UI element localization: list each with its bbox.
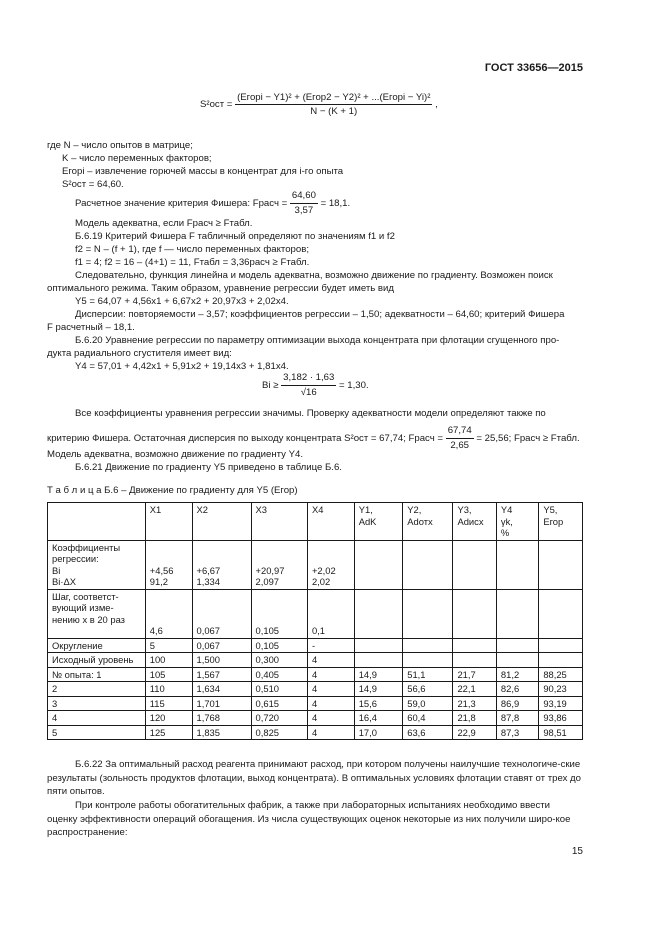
table-cell: 0,105 — [251, 638, 307, 653]
table-cell: 1,701 — [192, 696, 251, 711]
table-cell: 0,720 — [251, 711, 307, 726]
table-cell — [403, 540, 453, 589]
table-cell: 14,9 — [354, 667, 403, 682]
table-cell: 5 — [145, 638, 192, 653]
table-cell: 86,9 — [496, 696, 538, 711]
table-cell: - — [307, 638, 354, 653]
table-cell: 100 — [145, 653, 192, 668]
formula-s2 — [200, 92, 438, 117]
table-cell: 1,500 — [192, 653, 251, 668]
table-cell — [354, 638, 403, 653]
table-header-row — [48, 503, 583, 541]
fisher2-den: 2,65 — [450, 440, 470, 451]
text-line: Модель адекватна, если Fрасч ≥ Fтабл. — [75, 218, 253, 229]
def-line: S²ост = 64,60. — [62, 179, 124, 190]
formula-s2-denominator: N − (K + 1) — [310, 106, 358, 117]
bi-result: = 1,30. — [339, 380, 369, 392]
text-line: f1 = 4; f2 = 16 – (4+1) = 11, Fтабл = 3,36расч ≥ Fтабл. — [75, 257, 310, 268]
table-cell: 87,8 — [496, 711, 538, 726]
table-cell: 93,19 — [539, 696, 583, 711]
table-cell: +6,67 1,334 — [192, 540, 251, 589]
bi-lhs: Bi ≥ — [262, 380, 279, 392]
table-cell: 4 — [307, 725, 354, 740]
table-cell — [453, 589, 496, 638]
table-cell: 14,9 — [354, 682, 403, 697]
table-header-cell: X2 — [192, 503, 251, 541]
table-row — [48, 667, 583, 682]
text-line: Все коэффициенты уравнения регрессии значимы. Проверку адекватности модели определяют также по — [75, 408, 546, 419]
table-cell: 0,825 — [251, 725, 307, 740]
fisher-calc — [75, 190, 350, 217]
table-cell: 21,7 — [453, 667, 496, 682]
table-cell: 63,6 — [403, 725, 453, 740]
text-line: оптимального режима. Таким образом, уравнение регрессии будет иметь вид — [47, 283, 394, 294]
fisher2-result: = 25,56; Fрасч ≥ Fтабл. — [476, 433, 580, 445]
text-line: Б.6.21 Движение по градиенту Y5 приведено в таблице Б.6. — [75, 462, 342, 473]
def-line: K – число переменных факторов; — [62, 153, 212, 164]
fisher-den: 3,57 — [294, 205, 314, 216]
table-cell — [539, 653, 583, 668]
table-cell — [539, 589, 583, 638]
table-header-cell: Y1, AdK — [354, 503, 403, 541]
table-cell: 17,0 — [354, 725, 403, 740]
table-cell — [403, 589, 453, 638]
fisher2-fraction — [446, 425, 474, 452]
document-id: ГОСТ 33656—2015 — [484, 62, 583, 74]
table-cell: 4 — [307, 667, 354, 682]
text-line: Y4 = 57,01 + 4,42x1 + 5,91x2 + 19,14x3 + 1,81x4. — [75, 361, 289, 372]
table-cell: 4 — [307, 682, 354, 697]
text-line: Б.6.20 Уравнение регрессии по параметру оптимизации выхода концентрата при флотации сгущенного про- — [75, 335, 560, 346]
table-cell: 1,768 — [192, 711, 251, 726]
table-cell: 81,2 — [496, 667, 538, 682]
table-cell: 21,8 — [453, 711, 496, 726]
table-cell — [354, 589, 403, 638]
table-caption: Т а б л и ц а Б.6 – Движение по градиенту для Y5 (Eгор) — [47, 485, 298, 496]
table-cell: 0,067 — [192, 638, 251, 653]
table-cell: 4,6 — [145, 589, 192, 638]
table-row — [48, 725, 583, 740]
table-header-cell: Y4 γk, % — [496, 503, 538, 541]
table-row — [48, 540, 583, 589]
fisher2-num: 67,74 — [446, 425, 474, 439]
def-line: Eгорi – извлечение горючей массы в концентрат для i-го опыта — [62, 166, 344, 177]
bi-fraction — [281, 372, 336, 399]
table-cell: 90,23 — [539, 682, 583, 697]
table-cell: +20,97 2,097 — [251, 540, 307, 589]
table-cell: 0,405 — [251, 667, 307, 682]
text-line: Б.6.19 Критерий Фишера F табличный определяют по значениям f1 и f2 — [75, 231, 395, 242]
fisher-text: Расчетное значение критерия Фишера: Fрасч = — [75, 198, 288, 210]
table-cell — [539, 638, 583, 653]
page-number: 15 — [571, 846, 583, 857]
table-header-cell — [48, 503, 146, 541]
text-line: F расчетный – 18,1. — [47, 322, 135, 333]
table-cell: № опыта: 1 — [48, 667, 146, 682]
table-header-cell: X1 — [145, 503, 192, 541]
table-cell: 88,25 — [539, 667, 583, 682]
table-cell — [539, 540, 583, 589]
text-line: Модель адекватна, возможно движение по градиенту Y4. — [47, 449, 303, 460]
table-cell: 4 — [307, 711, 354, 726]
table-cell: 87,3 — [496, 725, 538, 740]
table-cell: 4 — [307, 653, 354, 668]
table-cell: 1,835 — [192, 725, 251, 740]
table-cell — [354, 653, 403, 668]
table-row — [48, 638, 583, 653]
table-cell: 105 — [145, 667, 192, 682]
table-header-cell: Y2, Adотх — [403, 503, 453, 541]
table-header-cell: X3 — [251, 503, 307, 541]
formula-s2-numerator: (Eгорi − Y1)² + (Eгор2 − Y2)² + ...(Eгорi − Yi)² — [237, 92, 431, 103]
table-b6 — [47, 502, 583, 740]
table-cell: 3 — [48, 696, 146, 711]
def-line: где N – число опытов в матрице; — [47, 140, 193, 151]
table-cell: 98,51 — [539, 725, 583, 740]
fisher-fraction — [290, 190, 318, 217]
fisher-num: 64,60 — [290, 190, 318, 204]
table-cell — [453, 638, 496, 653]
table-cell: 5 — [48, 725, 146, 740]
table-cell: Коэффициенты регрессии: Bi Bi·ΔX — [48, 540, 146, 589]
table-cell: 4 — [307, 696, 354, 711]
table-cell: 125 — [145, 725, 192, 740]
table-row — [48, 653, 583, 668]
table-cell: 16,4 — [354, 711, 403, 726]
table-cell: 1,634 — [192, 682, 251, 697]
bi-num: 3,182 · 1,63 — [281, 372, 336, 386]
fisher-result: = 18,1. — [320, 198, 351, 210]
formula-s2-tail: , — [435, 99, 438, 111]
table-header-cell: Y3, Adисх — [453, 503, 496, 541]
table-cell: 0,105 — [251, 589, 307, 638]
table-cell: 0,300 — [251, 653, 307, 668]
table-cell — [403, 653, 453, 668]
text-line: Y5 = 64,07 + 4,56x1 + 6,67x2 + 20,97x3 + 2,02x4. — [75, 296, 289, 307]
table-cell: 51,1 — [403, 667, 453, 682]
table-cell: 82,6 — [496, 682, 538, 697]
text-line: Следовательно, функция линейна и модель адекватна, возможно движение по градиенту. Возможен поиск — [75, 270, 553, 281]
table-cell: 1,567 — [192, 667, 251, 682]
table-cell: +2,02 2,02 — [307, 540, 354, 589]
table-cell: Шаг, соответст-вующий изме-нению x в 20 раз — [48, 589, 146, 638]
table-cell: Исходный уровень — [48, 653, 146, 668]
table-cell — [453, 653, 496, 668]
paragraph: При контроле работы обогатительных фабрик, а также при лабораторных испытаниях необходимо ввести оценку эффективности операций обогащения. Из числа существующих оценок некоторые из них получили широ-кое распространение: — [47, 800, 571, 838]
table-header-cell: Y5, Eгор — [539, 503, 583, 541]
table-cell: +4,56 91,2 — [145, 540, 192, 589]
bi-formula — [262, 372, 369, 399]
table-cell: 115 — [145, 696, 192, 711]
table-cell — [496, 540, 538, 589]
table-cell: 2 — [48, 682, 146, 697]
table-cell: 21,3 — [453, 696, 496, 711]
formula-s2-lhs: S²ост = — [200, 99, 233, 111]
table-cell: 60,4 — [403, 711, 453, 726]
text-line: дукта радиального сгустителя имеет вид: — [47, 348, 232, 359]
table-cell: 110 — [145, 682, 192, 697]
table-row — [48, 682, 583, 697]
table-cell: 0,615 — [251, 696, 307, 711]
text-line: f2 = N – (f + 1), где f — число переменных факторов; — [75, 244, 309, 255]
table-cell: 0,1 — [307, 589, 354, 638]
table-cell: 22,9 — [453, 725, 496, 740]
table-cell — [403, 638, 453, 653]
table-cell: 15,6 — [354, 696, 403, 711]
table-cell: 22,1 — [453, 682, 496, 697]
bi-den: √16 — [300, 387, 317, 398]
table-cell: 4 — [48, 711, 146, 726]
table-cell — [453, 540, 496, 589]
fisher2-line — [47, 425, 580, 452]
table-cell — [496, 638, 538, 653]
table-cell: 93,86 — [539, 711, 583, 726]
paragraph: Б.6.22 За оптимальный расход реагента принимают расход, при котором получены наилучшие технологиче-ские результаты (зольность продуктов флотации, выход концентрата). В оптимальных условиях флотации ставят от трех до пяти опытов. — [47, 759, 581, 797]
fisher2-text: критерию Фишера. Остаточная дисперсия по выходу концентрата S²ост = 67,74; Fрасч = — [47, 433, 444, 445]
table-cell: 120 — [145, 711, 192, 726]
formula-s2-fraction — [235, 92, 432, 117]
table-cell: 0,510 — [251, 682, 307, 697]
table-cell: 59,0 — [403, 696, 453, 711]
table-cell — [354, 540, 403, 589]
table-row — [48, 696, 583, 711]
table-cell — [496, 653, 538, 668]
table-cell: 56,6 — [403, 682, 453, 697]
table-row — [48, 711, 583, 726]
table-header-cell: X4 — [307, 503, 354, 541]
table-row — [48, 589, 583, 638]
table-cell — [496, 589, 538, 638]
text-line: Дисперсии: повторяемости – 3,57; коэффициентов регрессии – 1,50; адекватности – 64,60; критерий Фишера — [75, 309, 565, 320]
table-cell: 0,067 — [192, 589, 251, 638]
table-cell: Округление — [48, 638, 146, 653]
table-body — [48, 540, 583, 740]
